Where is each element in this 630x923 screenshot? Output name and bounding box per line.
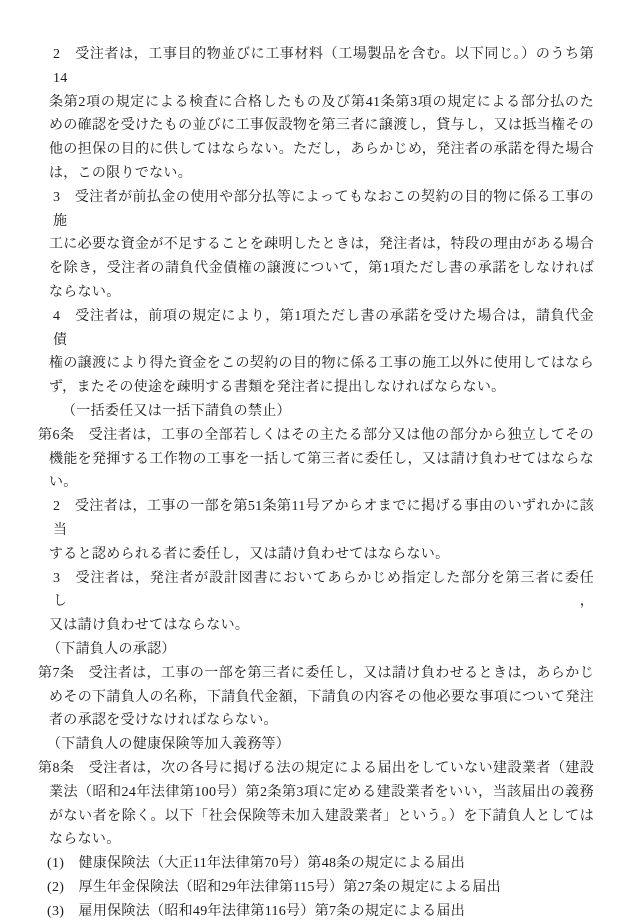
item-3-line: (3) 雇用保険法（昭和49年法律第116号）第7条の規定による届出 [47,903,466,919]
text-line: 又は請け負わせてはならない。 [49,618,250,634]
text-line: 者の承認を受けなければならない。 [49,713,278,729]
text-line: ならない。 [49,284,121,300]
paragraph-2-line: 2 受注者は，工事の一部を第51条第11号アからオまでに掲げる事由のいずれかに該当 [53,499,594,538]
document-text-block [38,43,594,923]
text-line: 他の担保の目的に供してはならない。ただし，あらかじめ，発注者の承諾を得た場合 [49,142,594,158]
heading-kenko-hoken-kanyu-gimu: （下請負人の健康保険等加入義務等） [47,737,291,753]
text-line: めの確認を受けたもの並びに工事仮設物を第三者に譲渡し，貸与し，又は抵当権その [49,118,594,134]
article-7-line: 第7条 受注者は，工事の一部を第三者に委任し，又は請け負わせるときは，あらかじ [38,665,594,681]
text-line: めその下請負人の名称，下請負代金額，下請負の内容その他必要な事項について発注 [49,689,594,705]
text-line: を除き，受注者の請負代金債権の譲渡について，第1項ただし書の承諾をしなければ [49,261,594,277]
text-line: ならない。 [49,832,121,848]
text-line: すると認められる者に委任し，又は請け負わせてはならない。 [49,546,450,562]
text-line: は，この限りでない。 [49,165,192,181]
paragraph-3-line: 3 受注者が前払金の使用や部分払等によってもなおこの契約の目的物に係る工事の施 [53,189,594,229]
text-line: い。 [49,475,78,491]
item-1-line: (1) 健康保険法（大正11年法律第70号）第48条の規定による届出 [47,856,466,872]
text-line: 権の譲渡により得た資金をこの契約の目的物に係る工事の施工以外に使用してはなら [49,356,594,372]
article-8-line: 第8条 受注者は，次の各号に掲げる法の規定による届出をしていない建設業者（建設 [38,760,594,776]
text-line: がない者を除く。以下「社会保険等未加入建設業者」という。）を下請負人としては [49,808,594,824]
text-line: 機能を発揮する工作物の工事を一括して第三者に委任し，又は請け負わせてはならな [49,451,594,467]
text-line: 条第2項の規定による検査に合格したもの及び第41条第3項の規定による部分払のた [49,94,594,110]
text-line: 業法（昭和24年法律第100号）第2条第3項に定める建設業者をいい，当該届出の義務 [49,784,594,800]
paragraph-4-line: 4 受注者は，前項の規定により，第1項ただし書の承諾を受けた場合は，請負代金債 [53,308,594,348]
paragraph-2-line: 2 受注者は，工事目的物並びに工事材料（工場製品を含む。以下同じ。）のうち第14 [53,47,594,86]
text-line: ず，またその使途を疎明する書類を発注者に提出しなければならない。 [49,380,506,396]
heading-shitaukenin-shonin: （下請負人の承認） [47,641,176,657]
text-line: 工に必要な資金が不足することを疎明したときは，発注者は，特段の理由がある場合 [49,237,594,253]
article-6-line: 第6条 受注者は，工事の全部若しくはその主たる部分又は他の部分から独立してその [38,427,594,443]
paragraph-3-line: 3 受注者は，発注者が設計図書においてあらかじめ指定した部分を第三者に委任し， [53,570,594,610]
item-2-line: (2) 厚生年金保険法（昭和29年法律第115号）第27条の規定による届出 [47,879,501,895]
heading-ikkatsu-itaku-kinshi: （一括委任又は一括下請負の禁止） [62,403,291,419]
